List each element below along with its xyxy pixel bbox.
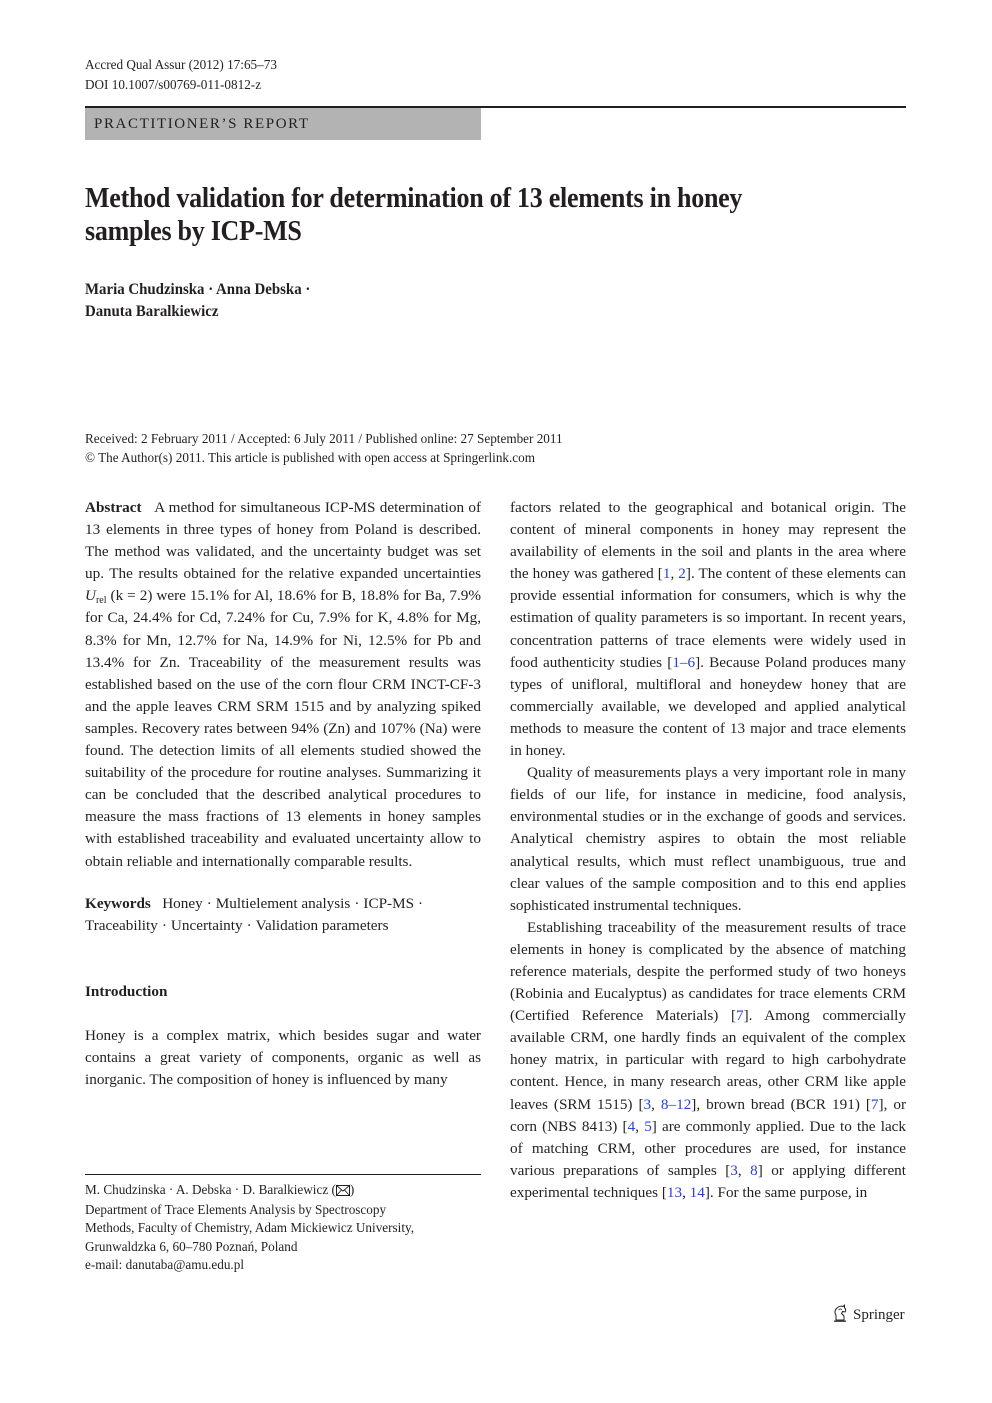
var-u-sub: rel [95, 595, 107, 607]
text: ], brown bread (BCR 191) [ [691, 1095, 871, 1113]
journal-citation: Accred Qual Assur (2012) 17:65–73 [85, 57, 277, 72]
article-type-banner: PRACTITIONER’S REPORT [85, 108, 481, 140]
footnote-address: Grunwaldzka 6, 60–780 Poznań, Poland [85, 1238, 298, 1254]
envelope-icon[interactable] [336, 1183, 350, 1201]
citation-link[interactable]: 14 [689, 1183, 705, 1201]
footnote-rule [85, 1174, 481, 1175]
text: ]. Among commercially available CRM, one hardly finds an equivalent of the complex honey matrix, in particular with regard to high carbohydrate content. Hence, in many research areas, other CRM like apple leaves (SRM 1515) [ [510, 1007, 906, 1113]
intro-paragraph-1: Honey is a complex matrix, which besides sugar and water contains a great variety of components, organic as well as inorganic. The composition of honey is influenced by many [85, 1026, 481, 1088]
footnote-department: Department of Trace Elements Analysis by Spectroscopy [85, 1202, 387, 1218]
intro-paragraph-1-cont: factors related to the geographical and botanical origin. The content of mineral components in honey may represent the availability of elements in the soil and plants in the area where the honey was gathered [1, 2]. The content of these elements can provide essential information for consumers, which is why the estimation of quality parameters is so important. In recent years, concentration patterns of trace elements were widely used in food authenticity studies [1–6]. Because Poland produces many types of unifloral, multifloral and honeydew honey that are commercially available, we developed and applied analytical methods to measure the content of 13 major and trace elements in honey. [510, 499, 907, 760]
authors-line-1: Maria Chudzinska · Anna Debska · [85, 281, 311, 298]
keyword-separator: · [354, 894, 360, 912]
introduction-heading: Introduction [85, 982, 168, 1000]
dates-line: Received: 2 February 2011 / Accepted: 6 July 2011 / Published online: 27 September 2011 [85, 431, 563, 446]
text: Establishing traceability of the measurement results of trace elements in honey is complicated by the absence of matching reference materials, despite the performed study of two honeys (Robinia and Eucalyptus) as candidates for trace elements CRM (Certified Reference Materials) [ [510, 918, 906, 1025]
publisher-name: Springer [853, 1307, 905, 1323]
var-u: U [85, 587, 96, 605]
citation-link[interactable]: 1 [662, 565, 671, 583]
keyword-separator: · [206, 894, 212, 912]
keyword-separator: · [246, 916, 252, 934]
footnote-email[interactable]: e-mail: danutaba@amu.edu.pl [85, 1256, 244, 1272]
text: ] or applying different experimental techniques [ [510, 1161, 906, 1201]
publisher-logo [832, 1304, 905, 1327]
keyword: Honey [162, 894, 203, 912]
article-title [85, 182, 792, 248]
abstract-text-2: were 15.1% for Al, 18.6% for B, 18.8% for Ba, 7.9% for Ca, 24.4% for Cd, 7.24% for Cu, 7.9% for K, 4.8% for Mg, 8.3% for Mn, 12.7% for Na, 14.9% for Ni, 12.5% for Pb and 13.4% for Zn. Traceability of the measurement results was established based on the use of the corn flour CRM INCT-CF-3 and the apple leaves CRM SRM 1515 and by analyzing spiked samples. Recovery rates between 94% (Zn) and 107% (Na) were found. The detection limits of all elements studied showed the suitability of the procedure for routine analyses. Summarizing it can be concluded that the described analytical procedures to measure the mass fractions of 13 elements in honey samples with established traceability and evaluated uncertainty allow to obtain reliable and internationally comparable results. [85, 587, 481, 870]
text: ]. Because Poland produces many types of unifloral, multifloral and honeydew honey that are commercially available, we developed and applied analytical methods to measure the content of 13 major and trace elements in honey. [510, 653, 906, 760]
text: ] are commonly applied. Due to the lack of matching CRM, other procedures are used, for instance various preparations of samples [ [510, 1117, 907, 1179]
footnote-authors [85, 1181, 481, 1201]
text: factors related to the geographical and botanical origin. The content of mineral components in honey may represent the availability of elements in the soil and plants in the area where the honey was gathered [ [510, 499, 906, 583]
keywords [85, 893, 481, 937]
intro-paragraph-3: Establishing traceability of the measurement results of trace elements in honey is complicated by the absence of matching reference materials, despite the performed study of two honeys (Robinia and Eucalyptus) as candidates for trace elements CRM (Certified Reference Materials) [7]. Among commercially available CRM, one hardly finds an equivalent of the complex honey matrix, in particular with regard to high carbohydrate content. Hence, in many research areas, other CRM like apple leaves (SRM 1515) [3, 8–12], brown bread (BCR 191) [7], or corn (NBS 8413) [4, 5] are commonly applied. Due to the lack of matching CRM, other procedures are used, for instance various preparations of samples [3, 8] or applying different experimental techniques [13, 14]. For the same purpose, in [510, 918, 907, 1201]
publication-history [85, 430, 705, 467]
footnote-authors-text: M. Chudzinska · A. Debska · D. Baralkiewicz ( [85, 1182, 336, 1197]
keyword: Multielement analysis [215, 894, 351, 912]
abstract-label: Abstract [85, 499, 142, 516]
text: ]. For the same purpose, in [704, 1183, 868, 1201]
citation-link[interactable]: 8–12 [660, 1095, 692, 1113]
abstract-text-1: A method for simultaneous ICP-MS determination of 13 elements in three types of honey from Poland is described. The method was validated, and the uncertainty budget was set up. The results obtained for the relative expanded uncertainties [85, 499, 481, 583]
keyword: Validation parameters [255, 916, 389, 934]
citation-link[interactable]: 7 [870, 1095, 879, 1113]
abstract [85, 497, 481, 873]
citation-link[interactable]: 2 [678, 565, 686, 583]
footnote-faculty: Methods, Faculty of Chemistry, Adam Mickiewicz University, [85, 1220, 415, 1236]
citation-link[interactable]: 13 [666, 1183, 683, 1201]
citation-link[interactable]: 4 [627, 1117, 636, 1135]
citation-link[interactable]: 3 [643, 1095, 652, 1113]
springer-horse-icon [832, 1304, 848, 1327]
right-column [510, 497, 906, 1204]
copyright-line: © The Author(s) 2011. This article is published with open access at Springerlink.com [85, 449, 536, 465]
left-column [85, 497, 481, 1091]
citation-link[interactable]: 5 [644, 1117, 652, 1135]
title-line-1: Method validation for determination of 13 elements in honey [85, 183, 743, 214]
citation-link[interactable]: 3 [730, 1161, 738, 1179]
var-k: (k = 2) [110, 587, 153, 605]
keyword-separator: · [418, 894, 424, 912]
author-affiliation-footnote [85, 1181, 481, 1274]
keyword: Uncertainty [170, 916, 243, 934]
title-line-2: samples by ICP-MS [85, 216, 302, 247]
keyword: Traceability [85, 916, 158, 934]
doi[interactable]: DOI 10.1007/s00769-011-0812-z [85, 77, 262, 92]
text: ], or corn (NBS 8413) [ [510, 1095, 907, 1135]
footnote-authors-end: ) [349, 1182, 355, 1197]
author-list [85, 279, 513, 323]
authors-line-2: Danuta Baralkiewicz [85, 303, 219, 320]
keyword: ICP-MS [363, 894, 415, 912]
citation-link[interactable]: 1–6 [672, 653, 696, 671]
keywords-label: Keywords [85, 894, 151, 912]
citation-link[interactable]: 8 [750, 1161, 758, 1179]
citation-link[interactable]: 7 [736, 1007, 744, 1025]
keyword-separator: · [161, 916, 167, 934]
intro-paragraph-2: Quality of measurements plays a very important role in many fields of our life, for instance in medicine, food analysis, environmental studies or in the exchange of goods and services. Analytical chemistry aspires to obtain the most reliable analytical results, which must reflect unambiguous, true and clear values of the sample composition and to this end applies sophisticated instrumental techniques. [510, 764, 906, 914]
text: ]. The content of these elements can provide essential information for consumers, which is why the estimation of quality parameters is so important. In recent years, concentration patterns of trace elements were widely used in food authenticity studies [ [510, 565, 907, 671]
